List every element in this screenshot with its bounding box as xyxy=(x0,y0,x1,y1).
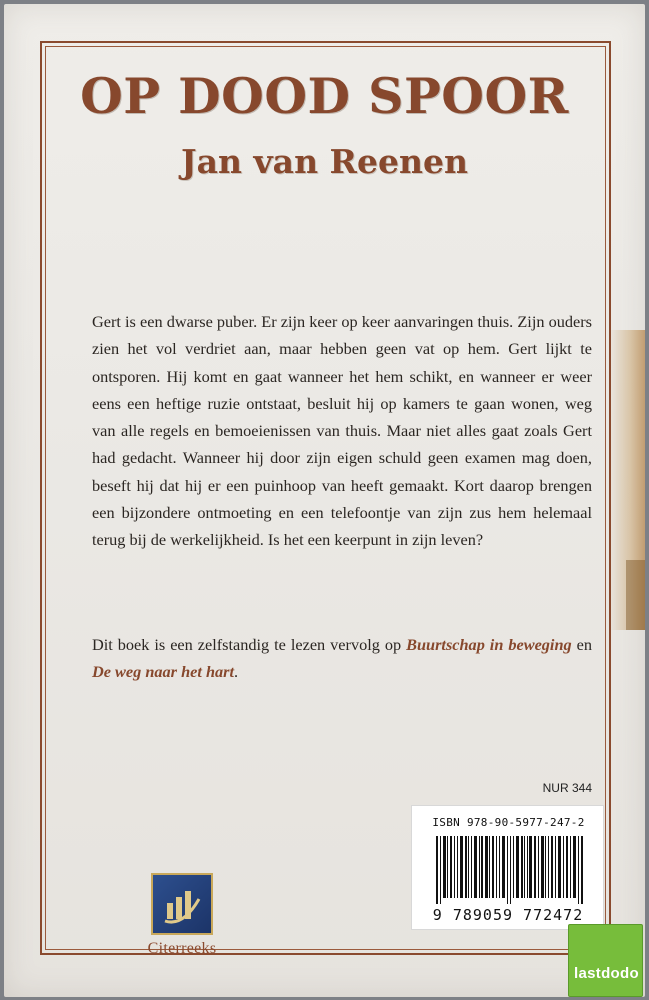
series-note-connector: en xyxy=(576,635,592,654)
publisher-name: Citerreeks xyxy=(147,940,217,957)
publisher-logo-mark xyxy=(153,875,211,933)
book-title: OP DOOD SPOOR xyxy=(80,67,569,125)
barcode-panel xyxy=(411,805,604,930)
series-note-prefix: Dit boek is een zelfstandig te lezen vervolg op xyxy=(92,635,402,654)
nur-code: NUR 344 xyxy=(542,781,592,795)
sticker-label: lastdodo xyxy=(574,965,639,982)
series-note-suffix: . xyxy=(234,662,239,682)
book-author: Jan van Reenen xyxy=(181,142,468,181)
barcode-digits: 9 789059 772472 xyxy=(432,906,584,924)
series-note xyxy=(92,631,592,686)
blurb-text: Gert is een dwarse puber. Er zijn keer op keer aanvaringen thuis. Zijn ouders zien het vol verdriet aan, maar hebben geen vat op hem. Gert lijkt te ontsporen. Hij komt en gaat wanneer het hem schikt, en wanneer er weer eens een heftige ruzie ontstaat, besluit hij op kamers te gaan wonen, weg van alle regels en bemoeienissen van thuis. Maar niet alles gaat zoals Gert had gedacht. Wanneer hij door zijn eigen schuld geen examen mag doen, beseft hij dat hij er een puinhoop van heeft gemaakt. Kort daarop brengen een bijzondere ontmoeting en een telefoontje van zijn zus hem helemaal terug bij de werkelijkheid. Is het een keerpunt in zijn leven? xyxy=(92,312,592,550)
series-book-2: De weg naar het hart xyxy=(92,662,235,682)
barcode-graphic xyxy=(436,836,586,904)
lastdodo-sticker xyxy=(568,924,643,997)
cover-edge-shade-dark xyxy=(626,560,645,630)
publisher-logo-icon xyxy=(151,873,213,935)
isbn-label: ISBN 978-90-5977-247-2 xyxy=(432,816,585,829)
series-book-1: Buurtschap in beweging xyxy=(406,635,572,654)
